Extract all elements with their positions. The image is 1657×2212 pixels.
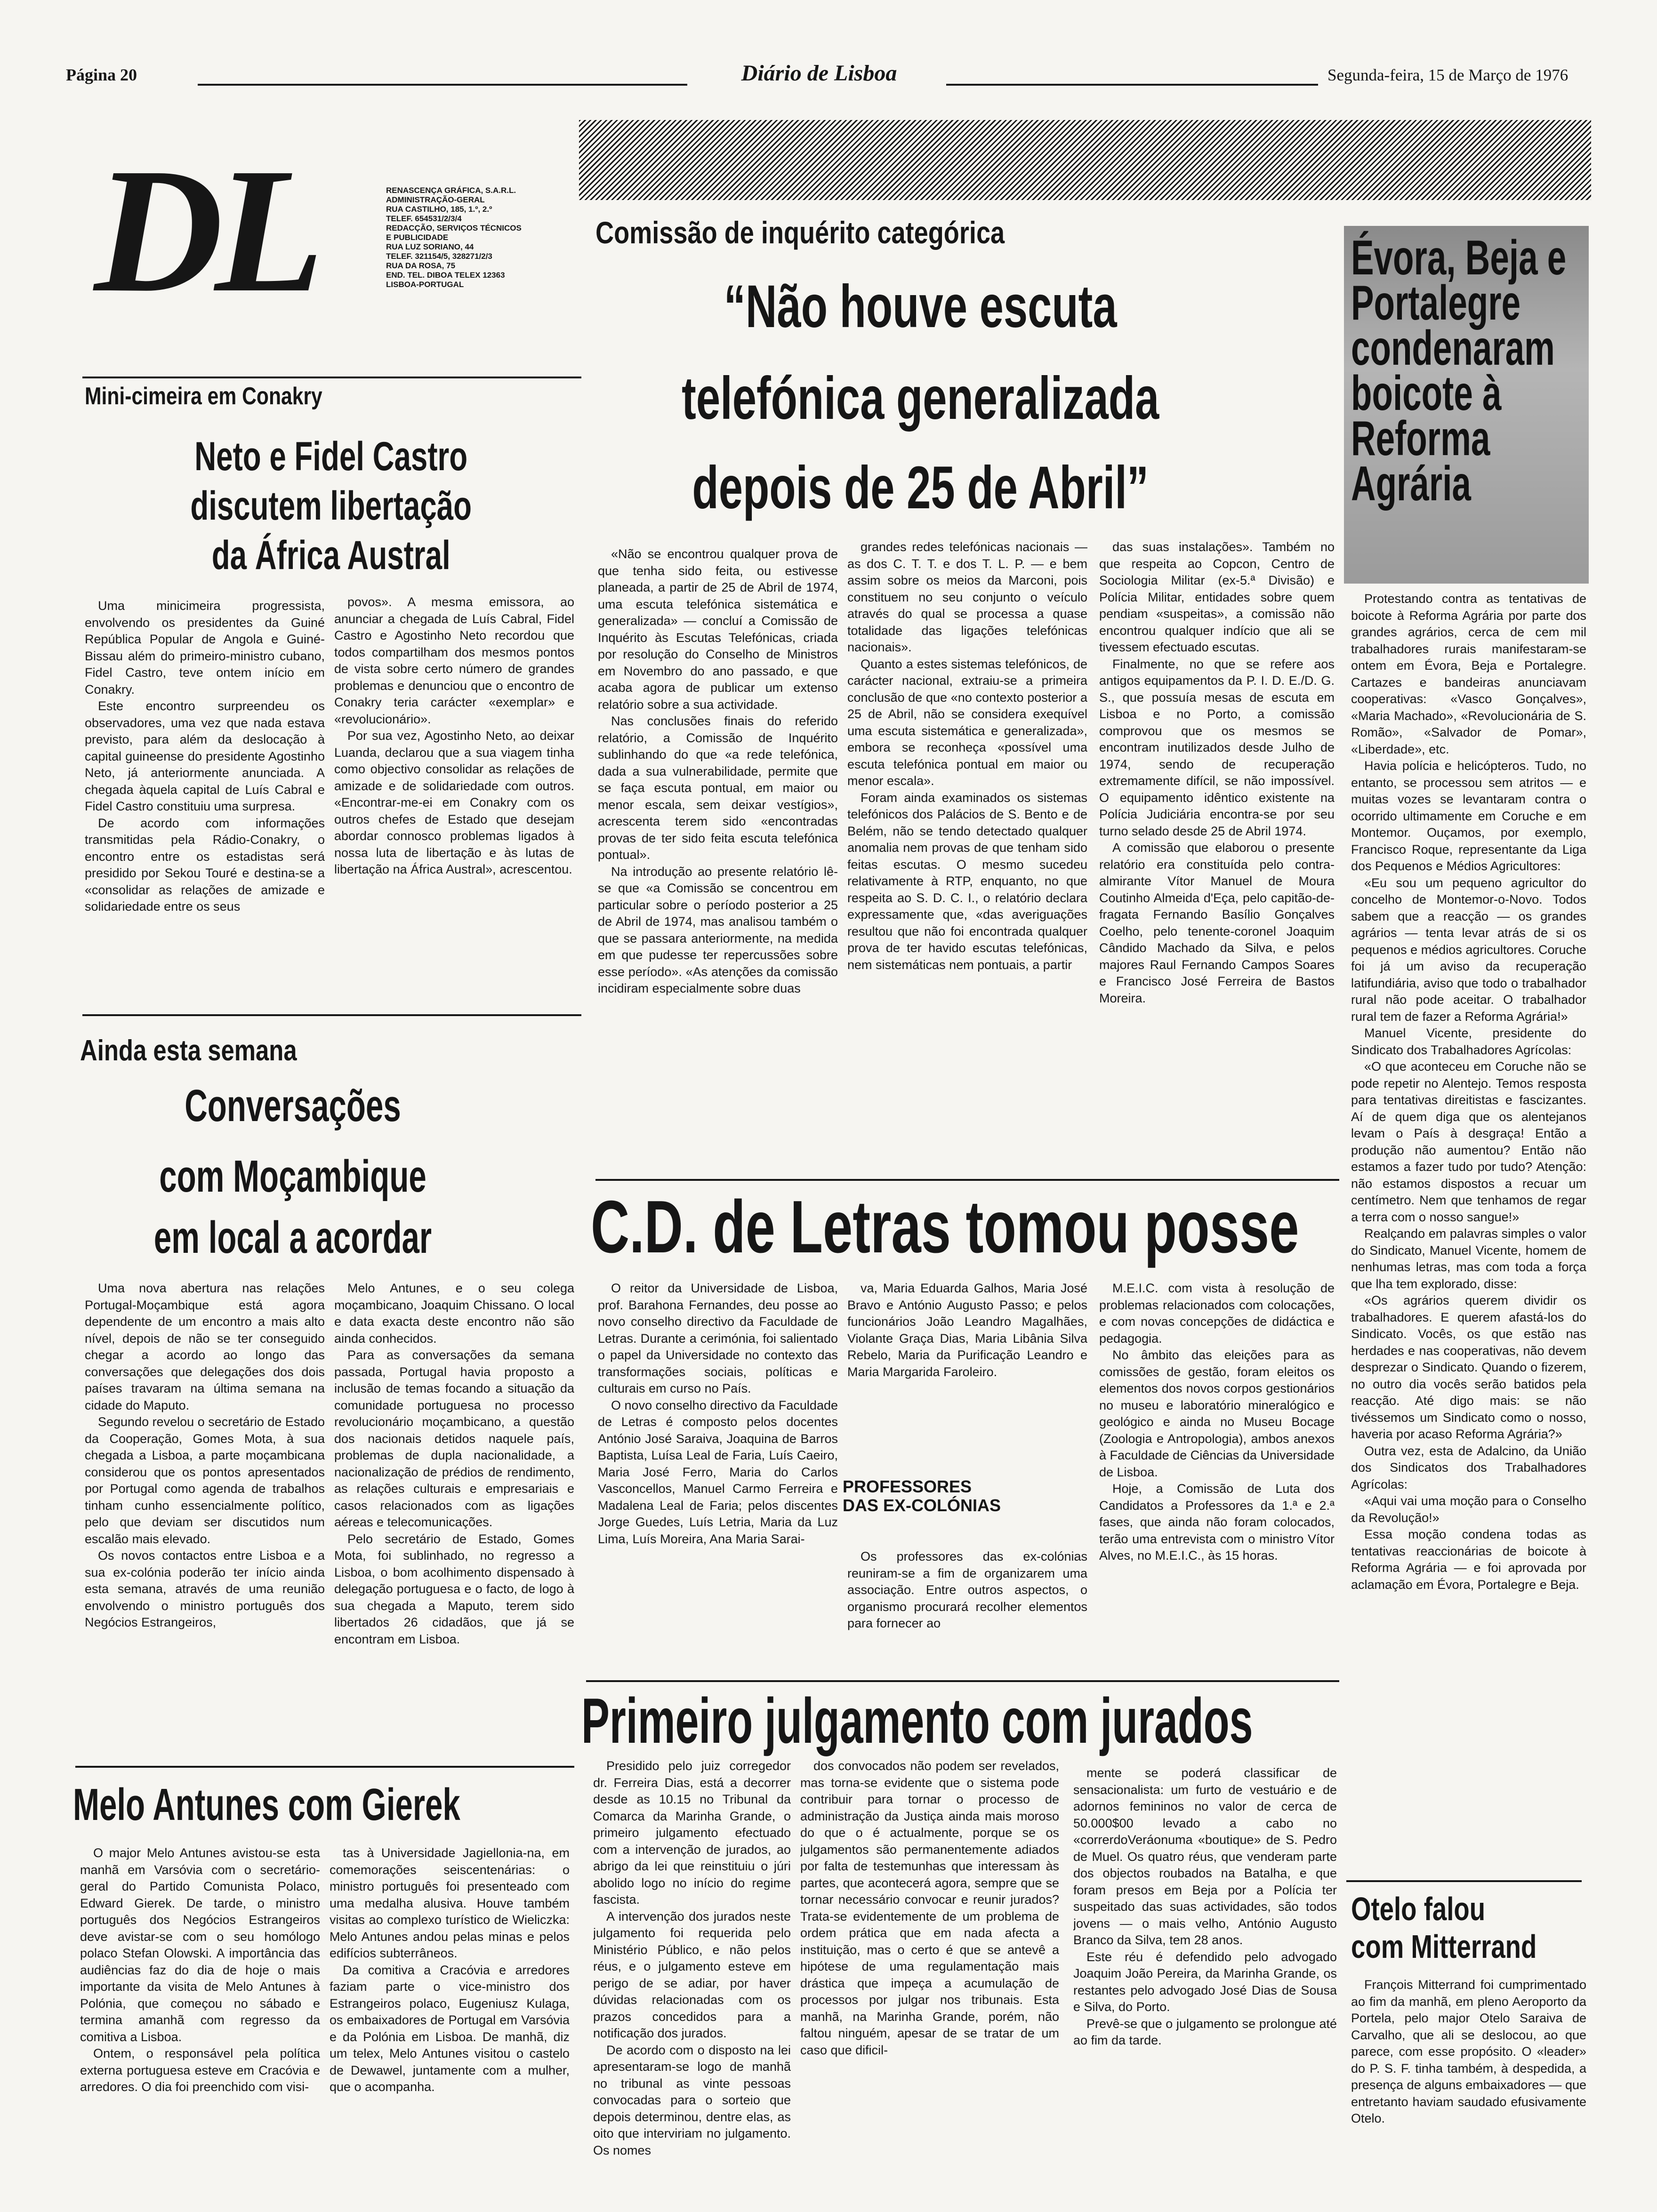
paragraph: Para as conversações da semana passada, Portugal havia proposto a inclusão de temas focando a situação da comunidade portuguesa no processo revolucionário moçambicano, a questão dos nacionais detidos naquele país, problemas de dupla nacionalidade, a nacionalização de prédios de rendimento, as relações culturais e empresariais e casos relacionados com as ligações aéreas e telecomunicações.: [334, 1348, 574, 1529]
paragraph: Pelo secretário de Estado, Gomes Mota, foi sublinhado, no regresso a Lisboa, o bom acolhimento dispensado à delegação portuguesa e o facto, de logo à sua chegada a Maputo, terem sido libertados 26 cidadãos, que já se encontram em Lisboa.: [334, 1531, 574, 1646]
escuta-body-col2: [847, 539, 1087, 1151]
evora-title: Évora, Beja e Portalegre condenaram boicote à Reforma Agrária: [1351, 231, 1567, 511]
jurados-body-col2: [800, 1758, 1059, 2200]
address-line: TELEF. 321154/5, 328271/2/3: [386, 252, 492, 261]
jurados-body-col1: [593, 1758, 791, 2200]
jurados-title: Primeiro julgamento com jurados: [581, 1685, 1253, 1756]
paragraph: Manuel Vicente, presidente do Sindicato dos Trabalhadores Agrícolas:: [1351, 1026, 1586, 1057]
paragraph: «Eu sou um pequeno agricultor do concelho de Montemor-o-Novo. Todos sabem que a reacção — os grandes agrários — tenta levar atrás de si os pequenos e médios agricultores. Coruche foi já um aviso da recuperação latifundiária, aviso que todo o trabalhador rural não pode aceitar. O trabalhador rural tem de fazer a Reforma Agrária!»: [1351, 875, 1586, 1024]
mozambique-title-line2: com Moçambique: [159, 1151, 426, 1202]
paragraph: Os novos contactos entre Lisboa e a sua ex-colónia poderão ter início ainda esta semana, através de uma reunião envolvendo o ministro português dos Negócios Estrangeiros,: [85, 1548, 325, 1629]
paragraph: Uma minicimeira progressista, envolvendo os presidentes da Guiné República Popular de Angola e Guiné-Bissau além do primeiro-ministro cubano, Fidel Castro, teve ontem início em Conakry.: [85, 599, 325, 697]
paragraph: O major Melo Antunes avistou-se esta manhã em Varsóvia com o secretário-geral do Partido Comunista Polaco, Edward Gierek. De tarde, o ministro português dos Negócios Estrangeiros deve avistar-se com o seu homólogo polaco Stefan Olowski. A importância das audiências faz do dia de hoje o mais importante da visita de Melo Antunes à Polónia, que começou no sábado e termina amanhã com regresso da comitiva a Lisboa.: [80, 1846, 320, 2044]
address-line: ADMINISTRAÇÃO-GERAL: [386, 195, 485, 204]
conakry-body-col2: [334, 594, 574, 994]
letras-body-col2: [847, 1280, 1087, 1483]
paragraph: Este encontro surpreendeu os observadores, uma vez que nada estava previsto, para além da deslocação à capital guineense do presidente Agostinho Neto, já anteriormente anunciada. A chegada àquela capital de Luís Cabral e Fidel Castro constituiu uma surpresa.: [85, 699, 325, 813]
address-line: LISBOA-PORTUGAL: [386, 280, 464, 289]
rule-letras-top: [595, 1179, 1339, 1181]
address-line: RENASCENÇA GRÁFICA, S.A.R.L.: [386, 186, 516, 195]
address-line: RUA DA ROSA, 75: [386, 261, 456, 270]
paragraph: das suas instalações». Também no que respeita ao Copcon, Centro de Sociologia Militar (ex-5.ª Divisão) e Polícia Militar, entidades sobre quem pendiam «suspeitas», a comissão não encontrou qualquer indício que ali se tivessem efectuado escutas.: [1099, 540, 1335, 654]
paragraph: Ontem, o responsável pela política externa portuguesa esteve em Cracóvia e arredores. O dia foi preenchido com visi-: [80, 2046, 320, 2094]
escuta-body-col3: [1099, 539, 1335, 1151]
paragraph: Havia polícia e helicópteros. Tudo, no entanto, se processou sem atritos — e muitas vozes se levantaram contra o ocorrido ultimamente em Coruche e em Montemor. Ouçamos, por exemplo, Francisco Roque, representante da Liga dos Pequenos e Médios Agricultores:: [1351, 759, 1586, 873]
paragraph: A comissão que elaborou o presente relatório era constituída pelo contra-almirante Vítor Manuel de Moura Coutinho Almeida d'Eça, pelo capitão-de-fragata Fernando Basílio Gonçalves Coelho, pelo tenente-coronel Joaquim Cândido Machado da Silva, e pelos majores Raul Fernando Campos Soares e Francisco José Ferreira de Bastos Moreira.: [1099, 841, 1335, 1005]
issue-date: Segunda-feira, 15 de Março de 1976: [1327, 66, 1569, 84]
letras-subhead-line1: PROFESSORES: [843, 1477, 972, 1496]
mozambique-body-col2: [334, 1280, 574, 1732]
paragraph: mente se poderá classificar de sensacionalista: um furto de vestuário e de adornos femininos no valor de cerca de 50.000$00 levado a cabo no «correrdoVeráonuma «boutique» de S. Pedro de Muel. Os quatro réus, que venderam parte dos objectos roubados na Batalha, e que foram presos em Beja por a Polícia ter suspeitado das suas actividades, são todos jovens — o mais velho, António Augusto Branco da Silva, tem 28 anos.: [1073, 1766, 1337, 1947]
address-line: REDACÇÃO, SERVIÇOS TÉCNICOS: [386, 224, 522, 232]
letras-body-col3: [1099, 1280, 1335, 1685]
paragraph: Outra vez, esta de Adalcino, da União dos Sindicatos dos Trabalhadores Agrícolas:: [1351, 1443, 1586, 1491]
address-line: END. TEL. DIBOA TELEX 12363: [386, 271, 505, 280]
paragraph: François Mitterrand foi cumprimentado ao fim da manhã, em pleno Aeroporto da Portela, pelo major Otelo Saraiva de Carvalho, que ali se deslocou, ao que parece, com esse propósito. O «leader» do P. S. F. tinha também, à despedida, a presença de alguns embaixadores — que entretanto haviam saudado efusivamente Otelo.: [1351, 1978, 1586, 2125]
letras-body-col2b: [847, 1548, 1087, 1690]
mozambique-kicker: Ainda esta semana: [80, 1034, 297, 1067]
paragraph: Finalmente, no que se refere aos antigos equipamentos da P. I. D. E./D. G. S., que possuía mesas de escuta em Lisboa e no Porto, a comissão comprovou que os mesmos se encontram inutilizados desde Julho de 1974, sendo de recuperação extremamente difícil, se não impossível. O equipamento idêntico existente na Polícia Judiciária encontra-se por seu turno selado desde 25 de Abril 1974.: [1099, 657, 1335, 838]
paragraph: Os professores das ex-colónias reuniram-se a fim de organizarem uma associação. Entre outros aspectos, o organismo procurará recolher elementos para fornecer ao: [847, 1549, 1087, 1630]
masthead: Diário de Lisboa: [741, 61, 897, 86]
paragraph: O reitor da Universidade de Lisboa, prof. Barahona Fernandes, deu posse ao novo conselho directivo da Faculdade de Letras. Durante a cerimónia, foi salientado o papel da Universidade no contexto das transformações sociais, políticas e culturais em curso no País.: [598, 1281, 838, 1395]
mozambique-title-line1: Conversações: [185, 1081, 401, 1131]
escuta-body-col1: [598, 546, 838, 1158]
paragraph: Por sua vez, Agostinho Neto, ao deixar Luanda, declarou que a sua viagem tinha como objectivo consolidar as relações de amizade e de solidariedade com outros. «Encontrar-me-ei em Conakry com os outros chefes de Estado que desejam abordar connosco problemas ligados à nossa luta de libertação e às lutas de libertação na África Austral», acrescentou.: [334, 729, 574, 876]
otelo-title-line1: Otelo falou: [1351, 1891, 1486, 1927]
paragraph: O novo conselho directivo da Faculdade de Letras é composto pelos docentes António José Saraiva, Joaquina de Barros Baptista, Luísa Leal de Faria, Luís Caeiro, Maria José Ferro, Maria do Carlos Vasconcellos, Manuel Carmo Ferreira e Madalena Leal de Faria; pelos discentes Jorge Guedes, Luís Letria, Maria da Luz Lima, Luís Moreira, Ana Maria Sarai-: [598, 1398, 838, 1546]
paragraph: Presidido pelo juiz corregedor dr. Ferreira Dias, está a decorrer desde as 10.15 no Tribunal da Comarca da Marinha Grande, o primeiro julgamento efectuado com a intervenção de jurados, ao abrigo da lei que reinstituiu o júri abolido logo no início do regime fascista.: [593, 1759, 791, 1907]
paragraph: Segundo revelou o secretário de Estado da Cooperação, Gomes Mota, à sua chegada a Lisboa, a parte moçambicana considerou que os pontos apresentados por Portugal como agenda de trabalhos tinham cunho essencialmente político, pelo que deviam ser discutidos num escalão mais elevado.: [85, 1415, 325, 1546]
paragraph: M.E.I.C. com vista à resolução de problemas relacionados com colocações, e com novas concepções de didáctica e pedagogia.: [1099, 1281, 1335, 1346]
paragraph: Uma nova abertura nas relações Portugal-Moçambique está agora dependente de um encontro a mais alto nível, depois de não se ter conseguido chegar a acordo ao longo das conversações que delegações dos dois países travaram na última semana na cidade do Maputo.: [85, 1281, 325, 1412]
paragraph: Quanto a estes sistemas telefónicos, de carácter nacional, extraiu-se a primeira conclusão de que «no contexto posterior a 25 de Abril, não se considera exequível uma escuta sistemática e generalizada», embora se reconheça «possível uma escuta telefónica pontual em maior ou menor escala».: [847, 657, 1087, 788]
publisher-address: [386, 186, 565, 289]
paragraph: De acordo com o disposto na lei apresentaram-se logo de manhã no tribunal as vinte pessoas convocadas para o sorteio que depois determinou, dentre elas, as oito que interviriam no julgamento. Os nomes: [593, 2043, 791, 2157]
paragraph: «Os agrários querem dividir os trabalhadores. E querem afastá-los do Sindicato. Vocês, os que estão nas herdades e nas cooperativas, não devem desprezar o Sindicato. Quando o fizerem, no outro dia vocês serão batidos pela reacção. Até digo mais: se não tivéssemos um Sindicato como o nosso, haveria por acaso Reforma Agrária?»: [1351, 1293, 1586, 1441]
rule-gierek-top: [75, 1766, 574, 1768]
paragraph: Este réu é defendido pelo advogado Joaquim João Pereira, da Marinha Grande, os restantes pelo advogado José Dias de Sousa e Silva, do Porto.: [1073, 1949, 1337, 2014]
mozambique-body-col1: [85, 1280, 325, 1732]
address-line: E PUBLICIDADE: [386, 233, 449, 242]
paragraph: De acordo com informações transmitidas pela Rádio-Conakry, o encontro entre os estadistas será presidido por Sekou Touré e destina-se a «consolidar as relações de amizade e solidariedade entre os seus: [85, 816, 325, 914]
paragraph: Realçando em palavras simples o valor do Sindicato, Manuel Vicente, homem de nenhumas letras, mas com toda a força que lha tem explorado, disse:: [1351, 1226, 1586, 1291]
paragraph: grandes redes telefónicas nacionais — as dos C. T. T. e dos T. L. P. — e bem assim sobre os meios da Marconi, pois constituem no seu conjunto o veículo através do qual se processa a quase totalidade das ligações telefónicas nacionais».: [847, 540, 1087, 654]
rule-conakry-top: [82, 377, 581, 378]
escuta-title-line2: telefónica generalizada: [682, 365, 1159, 432]
paragraph: Essa moção condena todas as tentativas reaccionárias de boicote à Reforma Agrária — e foi aprovada por aclamação em Évora, Portalegre e Beja.: [1351, 1527, 1586, 1592]
header-rule-left: [198, 84, 687, 86]
header-rule-right: [946, 84, 1318, 86]
conakry-title-line2: discutem libertação: [190, 483, 472, 529]
paragraph: «Não se encontrou qualquer prova de que tenha sido feita, ou estivesse planeada, a partir de 25 de Abril de 1974, uma escuta telefónica sistemática e generalizada» — concluí a Comissão de Inquérito às Escutas Telefónicas, criada por resolução do Conselho de Ministros em Novembro do ano passado, e que acaba agora de publicar um extenso relatório sobre a sua actividade.: [598, 547, 838, 712]
letras-subhead-line2: DAS EX-COLÓNIAS: [843, 1496, 1001, 1515]
gierek-title: Melo Antunes com Gierek: [73, 1779, 460, 1830]
dl-logo: DL: [94, 131, 316, 329]
otelo-body: [1351, 1977, 1586, 2198]
paragraph: «O que aconteceu em Coruche não se pode repetir no Alentejo. Temos resposta para tentativas direitistas e fascizantes. Aí de quem diga que os alentejanos levam o País à desgraça! Então a produção não aumentou? Então não estamos a fazer tudo por tudo? Atenção: não estamos dispostos a recuar um centímetro. Nem que tenhamos de regar a terra com o nosso sangue!»: [1351, 1059, 1586, 1224]
letras-title: C.D. de Letras tomou posse: [591, 1186, 1299, 1268]
paragraph: A intervenção dos jurados neste julgamento foi requerida pelo Ministério Público, e não pelos réus, e o julgamento esteve em perigo de se adiar, por haver dúvidas relacionadas com os prazos concedidos para a notificação dos jurados.: [593, 1909, 791, 2040]
page-number: Página 20: [66, 65, 137, 84]
jurados-body-col3: [1073, 1765, 1337, 2198]
paragraph: povos». A mesma emissora, ao anunciar a chegada de Luís Cabral, Fidel Castro e Agostinho Neto recordou que todos compartilham dos mesmos pontos de vista sobre certo número de grandes problemas e denunciou que o encontro de Conakry teria carácter «exemplar» e «revolucionário».: [334, 595, 574, 726]
escuta-title-line1: “Não houve escuta: [724, 273, 1117, 340]
otelo-title-line2: com Mitterrand: [1351, 1928, 1537, 1965]
address-line: RUA LUZ SORIANO, 44: [386, 242, 474, 251]
paragraph: tas à Universidade Jagiellonia-na, em comemorações seiscentenárias: o ministro português foi presenteado com uma medalha alusiva. Houve também visitas ao complexo turístico de Wieliczka: Melo Antunes andou pelas minas e pelos edifícios subterrâneos.: [330, 1846, 570, 1960]
paragraph: Protestando contra as tentativas de boicote à Reforma Agrária por parte dos grandes agrários, cerca de cem mil trabalhadores rurais manifestaram-se ontem em Évora, Beja e Portalegre. Cartazes e bandeiras anunciavam cooperativas: «Vasco Gonçalves», «Maria Machado», «Revolucionária de S. Romão», «Salvador de Pomar», «Liberdade», etc.: [1351, 592, 1586, 756]
paragraph: Prevê-se que o julgamento se prolongue até ao fim da tarde.: [1073, 2016, 1337, 2047]
evora-body: [1351, 591, 1586, 1838]
conakry-kicker: Mini-cimeira em Conakry: [85, 383, 322, 410]
gierek-body-col2: [330, 1845, 570, 2188]
paragraph: Foram ainda examinados os sistemas telefónicos dos Palácios de S. Bento e de Belém, não se tendo detectado qualquer anomalia nem provas de que tenham sido feitas escutas. O mesmo sucedeu relativamente à RTP, enquanto, no que respeita ao S. D. C. I., o relatório declara expressamente que, «das averiguações resultou que não foi encontrada qualquer prova de ter havido escutas telefónicas, nem sistemáticas nem pontuais, a partir: [847, 790, 1087, 972]
escuta-kicker: Comissão de inquérito categórica: [595, 215, 1005, 250]
letras-body-col1: [598, 1280, 838, 1680]
mozambique-title-line3: em local a acordar: [153, 1212, 432, 1263]
paragraph: «Aqui vai uma moção para o Conselho da Revolução!»: [1351, 1494, 1586, 1525]
gierek-body-col1: [80, 1845, 320, 2188]
paragraph: dos convocados não podem ser revelados, mas torna-se evidente que o sistema pode contribuir para tornar o processo de administração da Justiça ainda mais moroso do que o é actualmente, porque se os julgamentos são permanentemente adiados por falta de testemunhas que interessam às partes, que acontecerá agora, sempre que se tornar necessário convocar e reunir jurados? Trata-se evidentemente de um problema de ordem prática que em nada afecta a instituição, mas o certo é que se antevê a hipótese de uma regulamentação mais drástica que impeça a acumulação de processos por julgar nos tribunais. Esta manhã, na Marinha Grande, porém, não faltou ninguém, apesar de se tratar de um caso que dificil-: [800, 1759, 1059, 2057]
escuta-title-line3: depois de 25 de Abril”: [692, 454, 1149, 521]
conakry-body-col1: [85, 598, 325, 998]
rule-jurados-top: [586, 1680, 1339, 1682]
paragraph: Hoje, a Comissão de Luta dos Candidatos a Professores da 1.ª e 2.ª fases, que ainda não foram colocados, terão uma entrevista com o ministro Vítor Alves, no M.E.I.C., às 15 horas.: [1099, 1482, 1335, 1563]
conakry-title-line3: da África Austral: [211, 533, 450, 578]
hatched-banner: [579, 120, 1591, 200]
paragraph: Nas conclusões finais do referido relatório, a Comissão de Inquérito sublinhando do que «a rede telefónica, dada a sua vulnerabilidade, permite que se faça escuta pontual, em maior ou menor escala, sem deixar vestígios», acrescenta terem sido «encontradas provas de ter sido feita escuta telefónica pontual».: [598, 714, 838, 862]
paragraph: Melo Antunes, e o seu colega moçambicano, Joaquim Chissano. O local e data exacta deste encontro não são ainda conhecidos.: [334, 1281, 574, 1346]
paragraph: Da comitiva a Cracóvia e arredores faziam parte o vice-ministro dos Estrangeiros polaco, Eugeniusz Kulaga, os embaixadores de Portugal em Varsóvia e da Polónia em Lisboa. De manhã, diz um telex, Melo Antunes visitou o castelo de Dewawel, juntamente com a mulher, que o acompanha.: [330, 1963, 570, 2094]
rule-otelo-top: [1346, 1880, 1582, 1882]
rule-mozambique-top: [82, 1014, 581, 1016]
conakry-title-line1: Neto e Fidel Castro: [194, 434, 468, 479]
paragraph: va, Maria Eduarda Galhos, Maria José Bravo e António Augusto Passo; e pelos funcionários João Leandro Magalhães, Violante Graça Dias, Maria Libânia Silva Rebelo, Maria da Purificação Leandro e Maria Margarida Faroleiro.: [847, 1281, 1087, 1379]
address-line: RUA CASTILHO, 185, 1.º, 2.º: [386, 205, 492, 214]
paragraph: No âmbito das eleições para as comissões de gestão, foram eleitos os elementos dos novos corpos gestionários no museu e laboratório mineralógico e geológico e ainda no Museu Bocage (Zoologia e Antropologia), ambos anexos à Faculdade de Ciências da Universidade de Lisboa.: [1099, 1348, 1335, 1479]
paragraph: Na introdução ao presente relatório lê-se que «a Comissão se concentrou em particular sobre o período posterior a 25 de Abril de 1974, mas analisou também o que se passara anteriormente, na medida em que pudesse ter repercussões sobre esse período». «As atenções da comissão incidiram especialmente sobre duas: [598, 864, 838, 995]
address-line: TELEF. 654531/2/3/4: [386, 214, 462, 223]
